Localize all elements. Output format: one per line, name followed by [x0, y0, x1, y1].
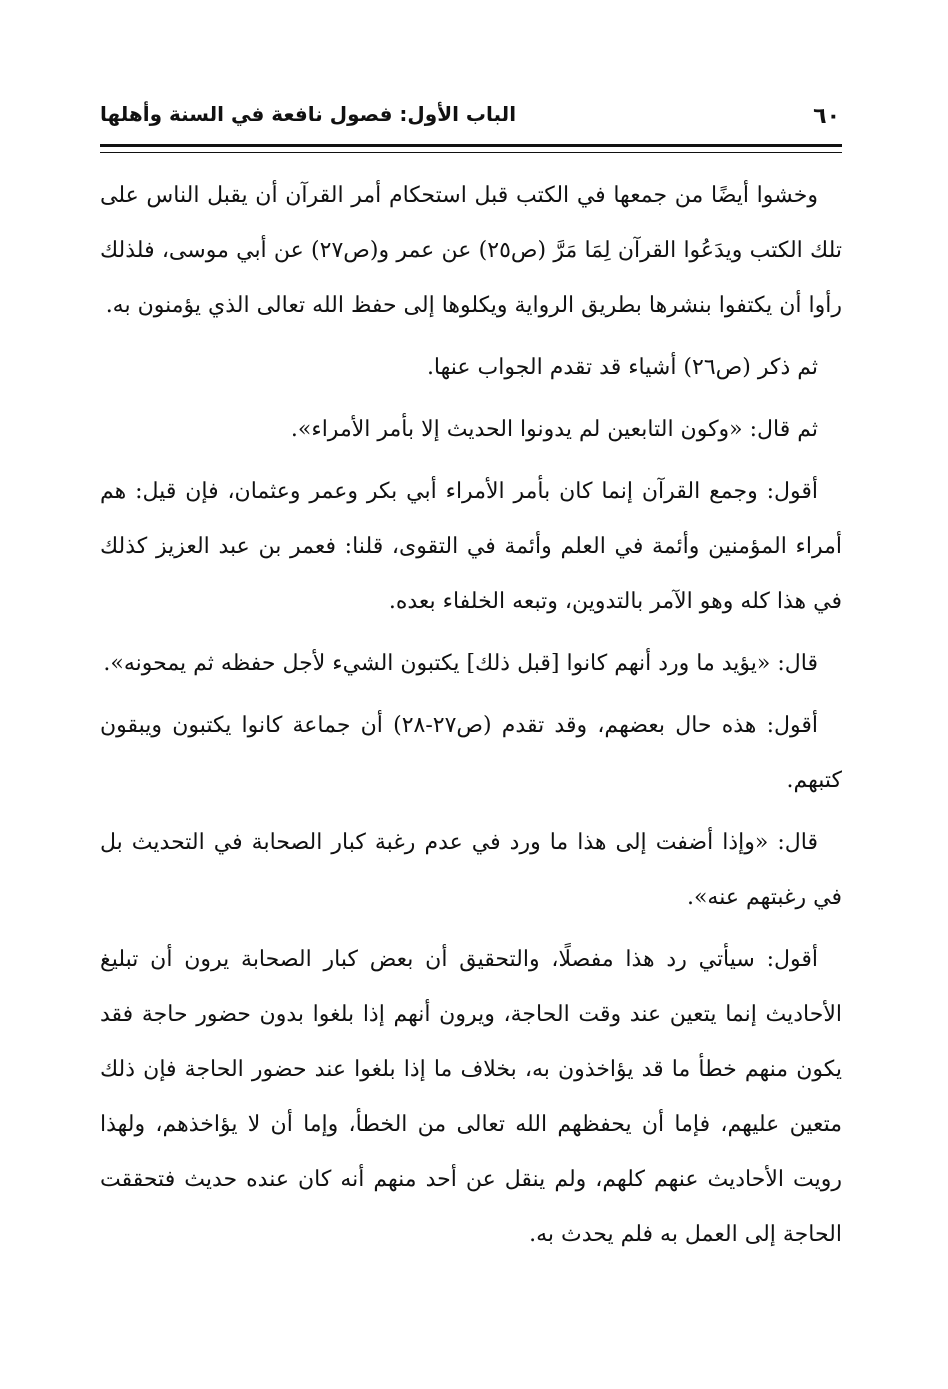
paragraph: أقول: وجمع القرآن إنما كان بأمر الأمراء أبي بكر وعمر وعثمان، فإن قيل: هم أمراء المؤمنين وأئمة في العلم وأئمة في التقوى، قلنا: فعمر بن عبد العزيز كذلك في هذا كله وهو الآمر بالتدوين، وتبعه الخلفاء بعده.: [100, 479, 842, 614]
paragraph: وخشوا أيضًا من جمعها في الكتب قبل استحكام أمر القرآن أن يقبل الناس على تلك الكتب ويدَعُوا القرآن لِمَا مَرَّ (ص٢٥) عن عمر و(ص٢٧) عن أبي موسى، فلذلك رأوا أن يكتفوا بنشرها بطريق الرواية ويكلوها إلى حفظ الله تعالى الذي يؤمنون به.: [100, 183, 842, 318]
paragraph: قال: «يؤيد ما ورد أنهم كانوا [قبل ذلك] يكتبون الشيء لأجل حفظه ثم يمحونه».: [103, 651, 818, 676]
header-rule-thin: [100, 152, 842, 153]
header-rule-thick: [100, 144, 842, 147]
page-number: ٦٠: [813, 104, 840, 129]
running-title: الباب الأول: فصول نافعة في السنة وأهلها: [100, 102, 517, 126]
paragraph: ثم قال: «وكون التابعين لم يدونوا الحديث إلا بأمر الأمراء».: [290, 417, 818, 442]
body-text: [100, 168, 842, 1269]
paragraph: قال: «وإذا أضفت إلى هذا ما ورد في عدم رغبة كبار الصحابة في التحديث بل في رغبتهم عنه».: [100, 830, 842, 910]
paragraph: ثم ذكر (ص٢٦) أشياء قد تقدم الجواب عنها.: [426, 355, 818, 380]
paragraph: أقول: سيأتي رد هذا مفصلًا، والتحقيق أن بعض كبار الصحابة يرون أن تبليغ الأحاديث إنما يتعين عند وقت الحاجة، ويرون أنهم إذا بلغوا بدون حضور حاجة فقد يكون منهم خطأ ما قد يؤاخذون به، بخلاف ما إذا بلغوا عند حضور الحاجة فإن ذلك متعين عليهم، فإما أن يحفظهم الله تعالى من الخطأ، وإما أن لا يؤاخذهم، ولهذا رويت الأحاديث عنهم كلهم، ولم ينقل عن أحد منهم أنه كان عنده حديث فتحققت الحاجة إلى العمل به فلم يحدث به.: [100, 947, 842, 1247]
paragraph: أقول: هذه حال بعضهم، وقد تقدم (ص٢٧-٢٨) أن جماعة كانوا يكتبون ويبقون كتبهم.: [100, 713, 842, 793]
page-header: [100, 100, 840, 140]
